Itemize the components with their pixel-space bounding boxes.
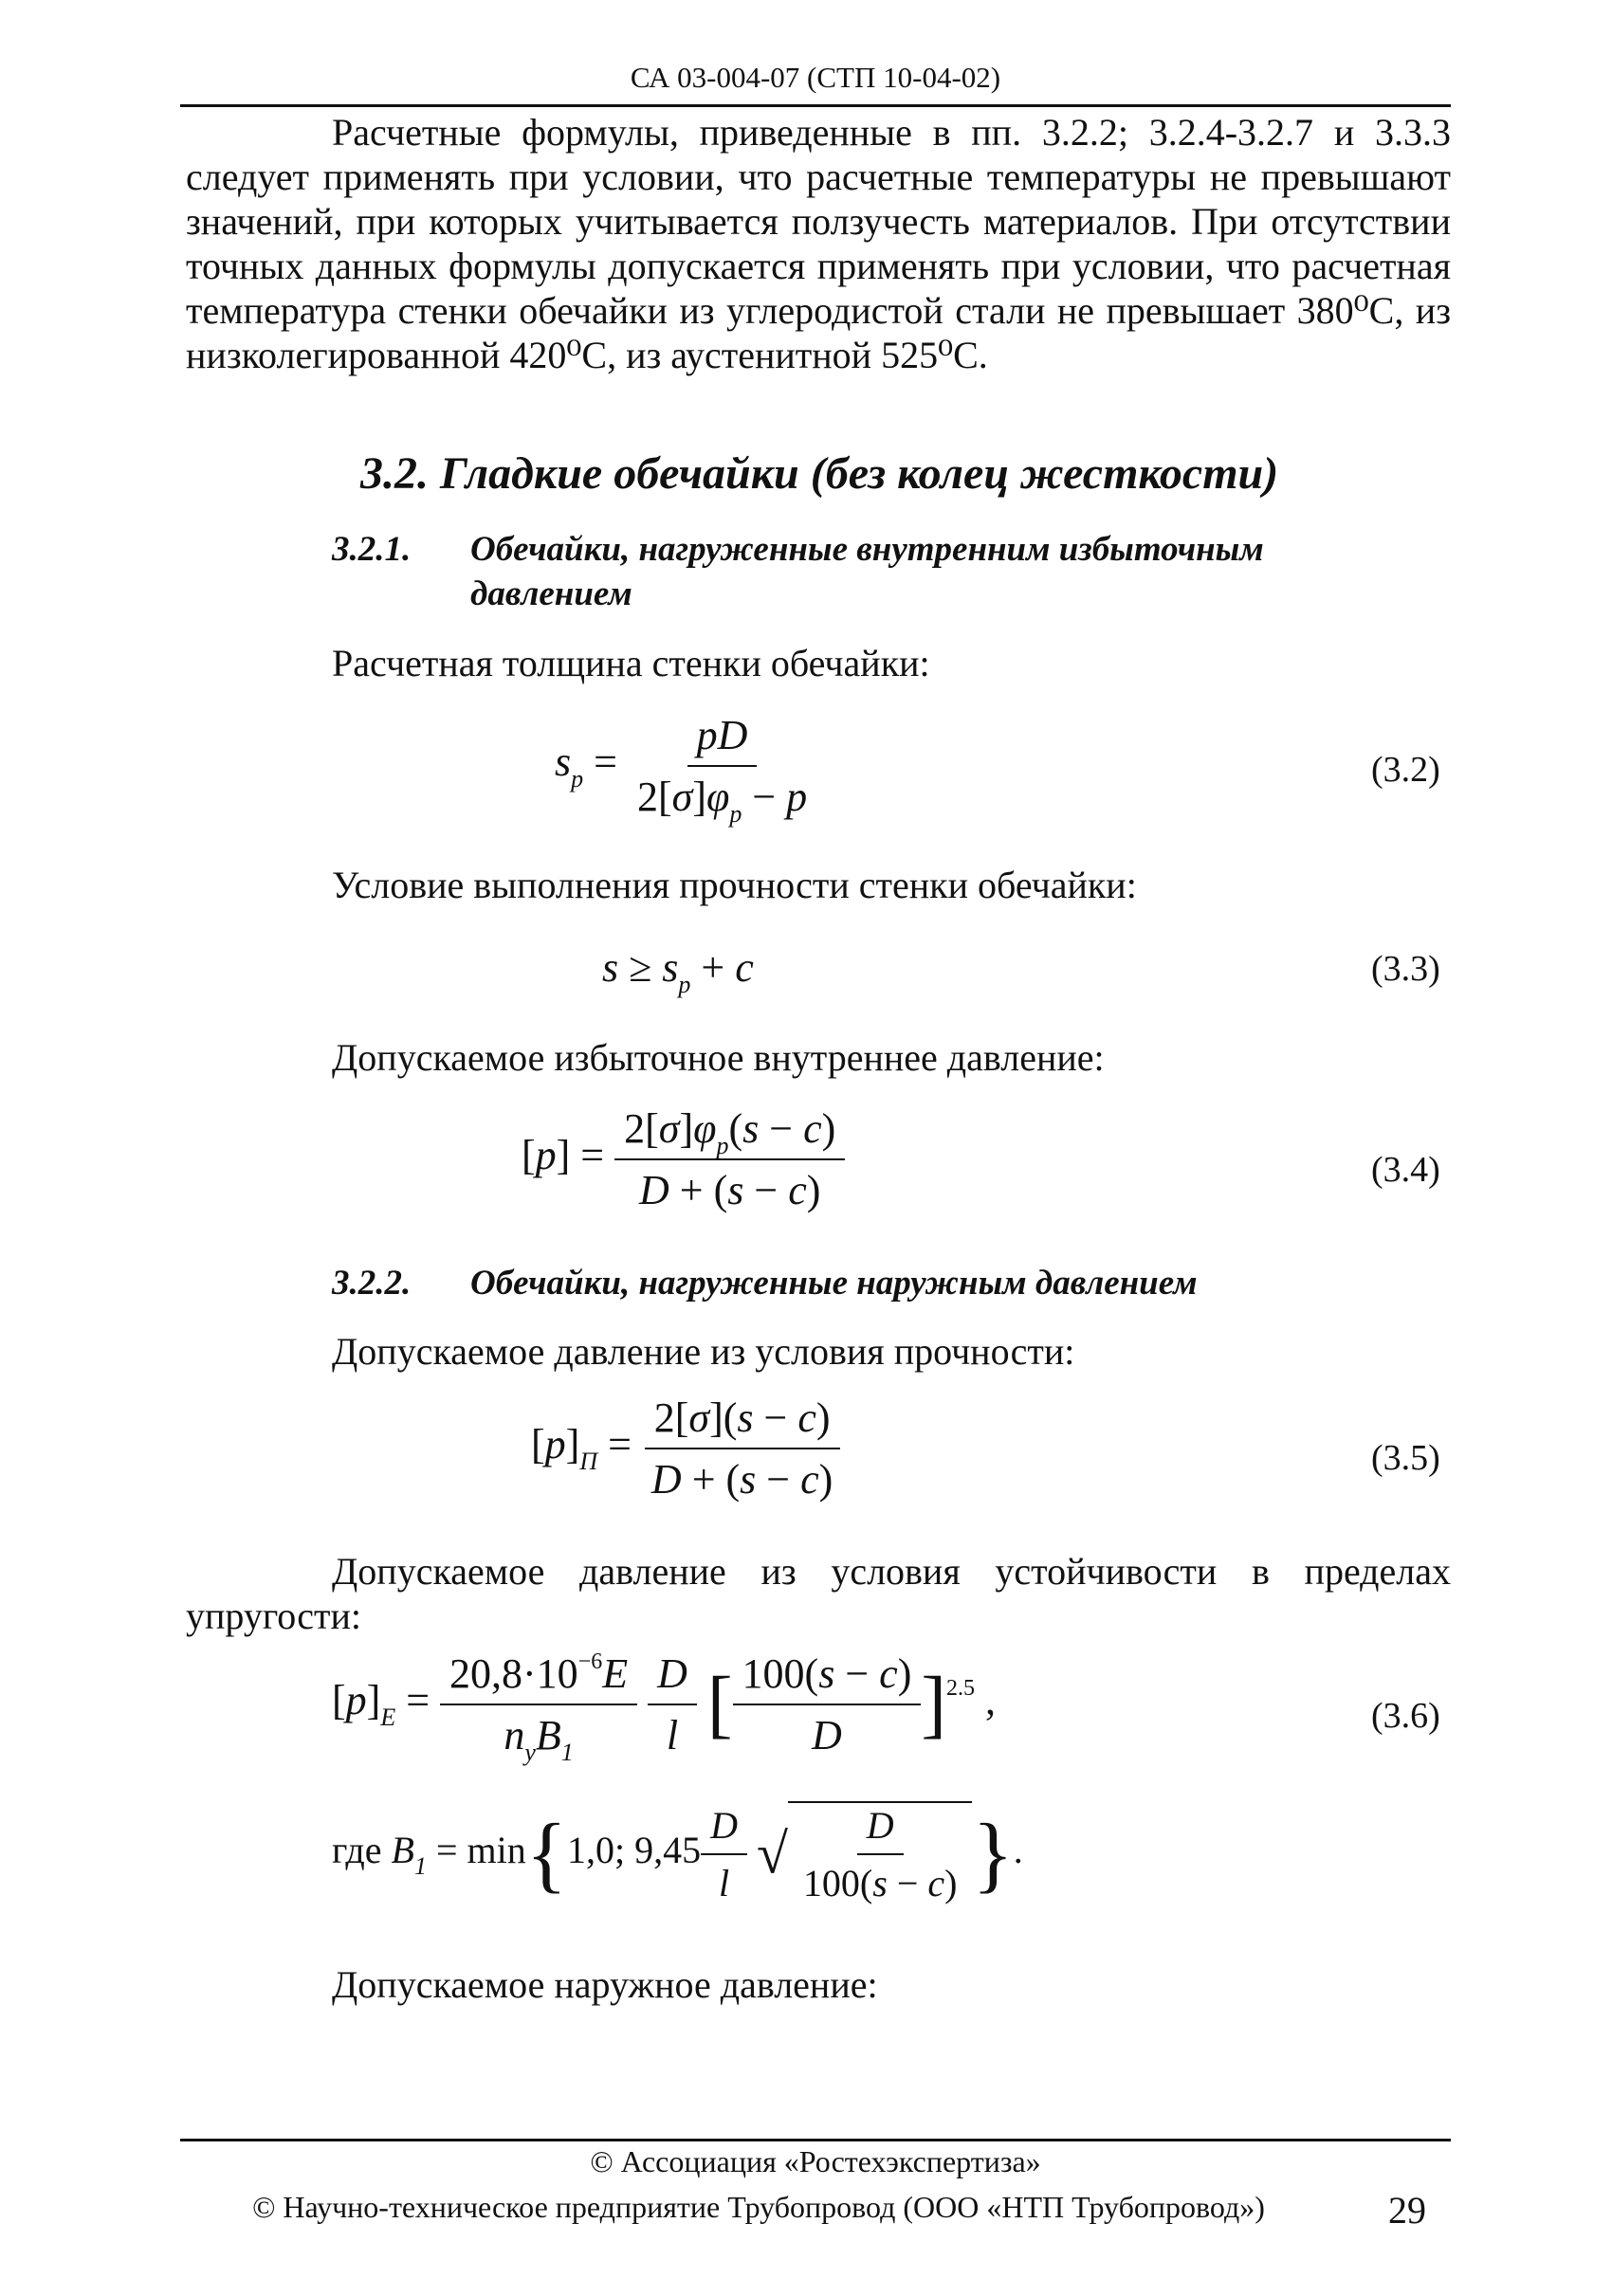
equation-number-3-4: (3.4) <box>1371 1150 1440 1190</box>
equation-3-4: [p] = $\frac{2[\sigma]\varphi_p(s - c)}{D + (s - c)}$ <box>522 1104 845 1214</box>
equation-3-5: $[p]_П$ = $\frac{2[\sigma](s - c)}{D + (s - c)}$ <box>531 1394 842 1503</box>
section-title: 3.2. Гладкие обечайки (без колец жесткости) <box>360 448 1279 499</box>
equation-3-6: $[p]_E$ = $\frac{20,8\cdot 10^{-6}E}{n_yB_1}$ $\frac{D}{l}$ [ $\frac{100(s - c)}{D}$ ]$^{2.5}$ , <box>332 1649 996 1766</box>
where-label: где <box>332 1829 382 1872</box>
footer-rule <box>180 2139 1451 2141</box>
subsection-number-2: 3.2.2. <box>332 1264 412 1303</box>
equation-b1: где $B_1 = \min\{1,0$; 9,45 $\frac{D}{l}$ √ $\frac{D}{100(s - c)}$ }. <box>332 1801 1023 1905</box>
document-header: СА 03-004-07 (СТП 10-04-02) <box>630 61 1001 94</box>
text-external-pressure: Допускаемое наружное давление: <box>332 1963 878 2006</box>
subsection-title-2: Обечайки, нагруженные наружным давлением <box>470 1264 1198 1303</box>
footer-association: © Ассоциация «Ростехэкспертиза» <box>590 2144 1041 2178</box>
text-wall-thickness: Расчетная толщина стенки обечайки: <box>332 642 930 684</box>
header-rule <box>180 104 1451 107</box>
subsection-title-1: Обечайки, нагруженные внутренним избыточным давлением <box>470 530 1264 613</box>
text-stability-pressure: Допускаемое давление из условия устойчивости в пределах упругости: <box>186 1550 1451 1637</box>
equation-number-3-5: (3.5) <box>1371 1438 1440 1478</box>
equation-3-3: $s \ge s_p + c$ <box>602 944 754 998</box>
equation-3-2: $s_p$ = $\frac{pD}{2[\sigma]\varphi_p - p}$ <box>555 712 808 828</box>
intro-paragraph: Расчетные формулы, приведенные в пп. 3.2.2; 3.2.4-3.2.7 и 3.3.3 следует применять при условии, что расчетные температуры не превышают значений, при которых учитывается ползучесть материалов. При отсутствии точных данных формулы допускается применять при условии, что расчетная температура стенки обечайки из углеродистой стали не превышает 380⁰С, из низколегированной 420⁰С, из аустенитной 525⁰С. <box>186 111 1451 376</box>
subsection-number-1: 3.2.1. <box>332 530 412 569</box>
footer-enterprise: © Научно-техническое предприятие Трубопровод (ООО «НТП Трубопровод») <box>252 2190 1265 2224</box>
text-strength-condition: Условие выполнения прочности стенки обечайки: <box>332 864 1137 906</box>
page-number: 29 <box>1388 2189 1426 2232</box>
equation-number-3-6: (3.6) <box>1371 1696 1440 1736</box>
text-internal-pressure: Допускаемое избыточное внутреннее давление: <box>332 1036 1105 1079</box>
text-strength-pressure: Допускаемое давление из условия прочности: <box>332 1330 1075 1373</box>
equation-number-3-3: (3.3) <box>1371 949 1440 989</box>
equation-number-3-2: (3.2) <box>1371 750 1440 790</box>
